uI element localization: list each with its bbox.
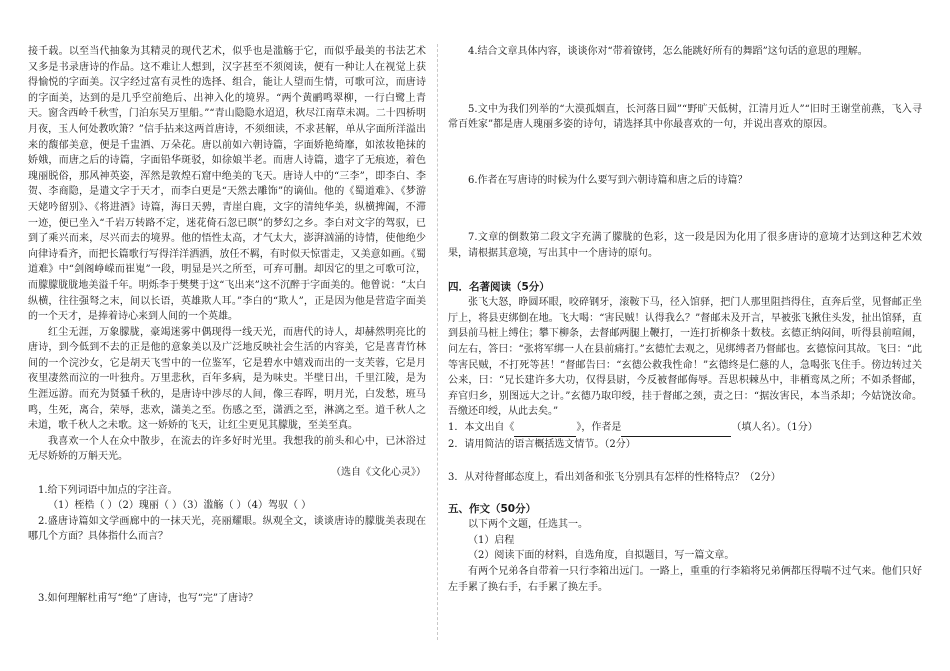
blank-author [621, 420, 731, 437]
question-5: 5.文中为我们列举的“大漠孤烟直，长河落日圆”“野旷天低树，江清月近人”“旧时王谢堂前燕，飞入寻常百姓家”都是唐人瑰丽多姿的诗句，请选择其中你最喜欢的一句，并说出喜欢的原因。 [448, 103, 922, 131]
question-7: 7.文章的倒数第二段文字充满了朦胧的色彩，这一段是因为化用了很多唐诗的意境才达到这种艺术效果，请根据其意境，写出其中一个唐诗的原句。 [448, 232, 922, 259]
question-2: 2.盛唐诗篇如文学画廊中的一抹天光，亮丽耀眼。纵观全文，谈谈唐诗的朦胧美表现在哪几个方面？具体指什么而言？ [28, 515, 426, 543]
question-4-1-post: （填人名）。（1分） [731, 421, 818, 433]
article-paragraph-1: 接千载。以至当代抽象为其精灵的现代艺术，似乎也是滥觞于它，而似乎最美的书法艺术又多是书录唐诗的作品。这不难让人想到，汉字甚至不须阅读，便有一种让人在视觉上获得愉悦的字面美。汉字经过富有灵性的选择、组合，能让人望而生情，可歌可泣，而唐诗的字面美，达到的是几乎空前绝后、出神入化的境界。“两个黄鹂鸣翠柳，一行白鹭上青天。窗含西岭千秋雪，门泊东吴万里船。”“青山隐隐水迢迢，秋尽江南草未凋。二十四桥明月夜，玉人何处教吹箫？”信手拈来这两首唐诗，不须细读，不求甚解，单从字面所洋溢出来的馥郁美意，便是千盅酒、万朵花。唐以前如六朝诗篇，字面娇艳绮靡，如浓妆艳抹的娇娥，而唐之后的诗篇，字面铅华斑驳，如徐娘半老。而唐人诗篇，遗字了无痕迹，着色瑰丽脱俗，那风神英姿，浑然是敦煌石窟中绝美的飞天。唐诗人中的“三李”，即李白、李贺、李商隐，是遣文字于天才，而李白更是“天然去雕饰”的谪仙。他的《蜀道难》、《梦游天姥吟留别》、《将进酒》诗篇，海日天骋，青崖白鹿，文字的清纯华美，纵横捭阖，不滞一迹，便已坐入“千岩万转路不定，迷花倚石忽已暝”的梦幻之乡。李白对文字的驾驭，已到了乘兴而来，尽兴而去的境界。他的悟性太高，才气太大，澎湃汹涌的诗情，使他绝少向律诗看齐，而把长篇歌行写得洋洋洒洒，放任不羁，有时似天惊雷走，又美意如画。《蜀道难》中“剑阁峥嵘而崔嵬”一段，明显是兴之所至，可弃可删。却因它的里之可歌可泣，而朦朦胧胧地美溢千年。明烁李于樊樊于这“飞出来”这不沉醉于字面美的。他曾说：“太白纵横，往往强弩之末，间以长语，英雄欺人耳。”李白的“欺人”，正是因为他是营造字面美的一个天才，是捧着诗心来到人间的一个英雄。 [28, 46, 426, 323]
column-divider [437, 44, 438, 640]
article-paragraph-3: 我喜欢一个人在众中散步，在流去的许多好时光里。我想我的前头和心中，已沐浴过无尽娇娇的万斛天光。 [28, 435, 426, 463]
answer-space-7 [448, 262, 922, 280]
question-4-1-mid: 》，作者是 [576, 421, 622, 433]
question-4-1-pre: 1．本文出自《 [448, 421, 515, 433]
right-column [448, 44, 922, 595]
essay-option-2: （2）阅读下面的材料，自选角度，自拟题目，写一篇文章。 [468, 550, 735, 562]
essay-material: 有两个兄弟各自带着一只行李箱出远门。一路上，重重的行李箱将兄弟俩都压得喘不过气来。他们只好左手累了换右手，右手累了换左手。 [448, 566, 922, 593]
blank-book-title [514, 420, 576, 437]
section-4-title: 四．名著阅读（5分） [448, 280, 550, 293]
question-4-1 [448, 420, 922, 437]
essay-intro: 以下两个文题，任选其一。 [468, 519, 588, 531]
reading-passage: 张飞大怒，睁圆环眼，咬碎钢牙，滚鞍下马，径入馆驿，把门人那里阻挡得住，直奔后堂，见督邮正坐厅上，将县吏绑倒在地。飞大喝：“害民贼！认得我么？”督邮未及开言，早被张飞揪住头发，扯出馆驿，直到县前马桩上缚住；攀下柳条，去督邮两腿上鞭打，一连打折柳条十数枝。玄德正纳闷间，听得县前喧闹，问左右，答曰：“张将军绑一人在县前痛打。”玄德忙去观之，见绑缚者乃督邮也。玄德惊问其故。飞曰：“此等害民贼，不打死等甚！”督邮告曰：“玄德公救我性命！”玄德终是仁慈的人，急喝张飞住手。傍边转过关公来，曰：“兄长建许多大功，仅得县尉，今反被督邮侮辱。吾思枳棘丛中，非栖鸾凤之所；不如杀督邮，弃官归乡，别图远大之计。”玄德乃取印绶，挂于督邮之颈，责之曰：“据汝害民，本当杀却；今姑饶汝命。吾缴还印绶，从此去矣。” [448, 297, 922, 418]
question-1-items: （1）桎梏（ ）（2）瑰丽（ ）（3）滥觞（ ）（4）驾驭（ ） [48, 500, 312, 512]
article-source: （选自《文化心灵》） [331, 467, 426, 479]
answer-space-6 [448, 188, 922, 230]
question-4-3: 3．从对待督邮态度上，看出刘备和张飞分别具有怎样的性格特点？（2分） [448, 472, 781, 484]
left-column [28, 44, 426, 607]
question-6: 6.作者在写唐诗的时候为什么要写到六朝诗篇和唐之后的诗篇？ [468, 174, 748, 186]
answer-space-4-3 [448, 486, 922, 502]
question-1-stem: 1.给下列词语中加点的字注音。 [38, 484, 178, 496]
answer-space-4 [448, 60, 922, 102]
essay-option-1: （1）启程 [468, 534, 515, 546]
question-4: 4.结合文章具体内容，谈谈你对“带着镣铐，怎么能跳好所有的舞蹈”这句话的意思的理解。 [468, 46, 868, 57]
question-4-2: 2．请用简洁的语言概括选文情节。（2分） [448, 438, 636, 450]
answer-space-2 [28, 545, 426, 591]
answer-space-5 [448, 133, 922, 173]
question-3: 3.如何理解杜甫写“绝”了唐诗，也写“完”了唐诗？ [38, 593, 258, 604]
article-paragraph-2: 红尘无涯，万象朦胧，豪竭迷雾中偶现得一线天光，而唐代的诗人，却赫然明亮比的唐诗，到今低到不去的正是他的意象美以及广泛地反映社会生活的内容美，它是喜青竹林间的一个浣沙女，它是胡天飞雪中的一位鉴军，它是碧水中嬉戏而出的一支芙蓉，它是月夜里凄然而泣的一叶独舟。万里悲秋，百年多病，是为味史。半壁日出，千里江陵，是为生涯远游。而充为贤骚千秋的，是唐诗中涉尽的人间，像三春晖，明月光，白发愁，班马鸣，生死，离合，荣辱，悲欢，潇美之至。伤感之至，潇洒之至，淋漓之至。道千秋人之未道，歌千秋人之未歌。这一娇娇的飞天，让红尘更见其朦胧，至美至真。 [28, 326, 426, 432]
answer-space-4-2 [448, 452, 922, 470]
section-5-title: 五、作文（50分） [448, 502, 537, 515]
